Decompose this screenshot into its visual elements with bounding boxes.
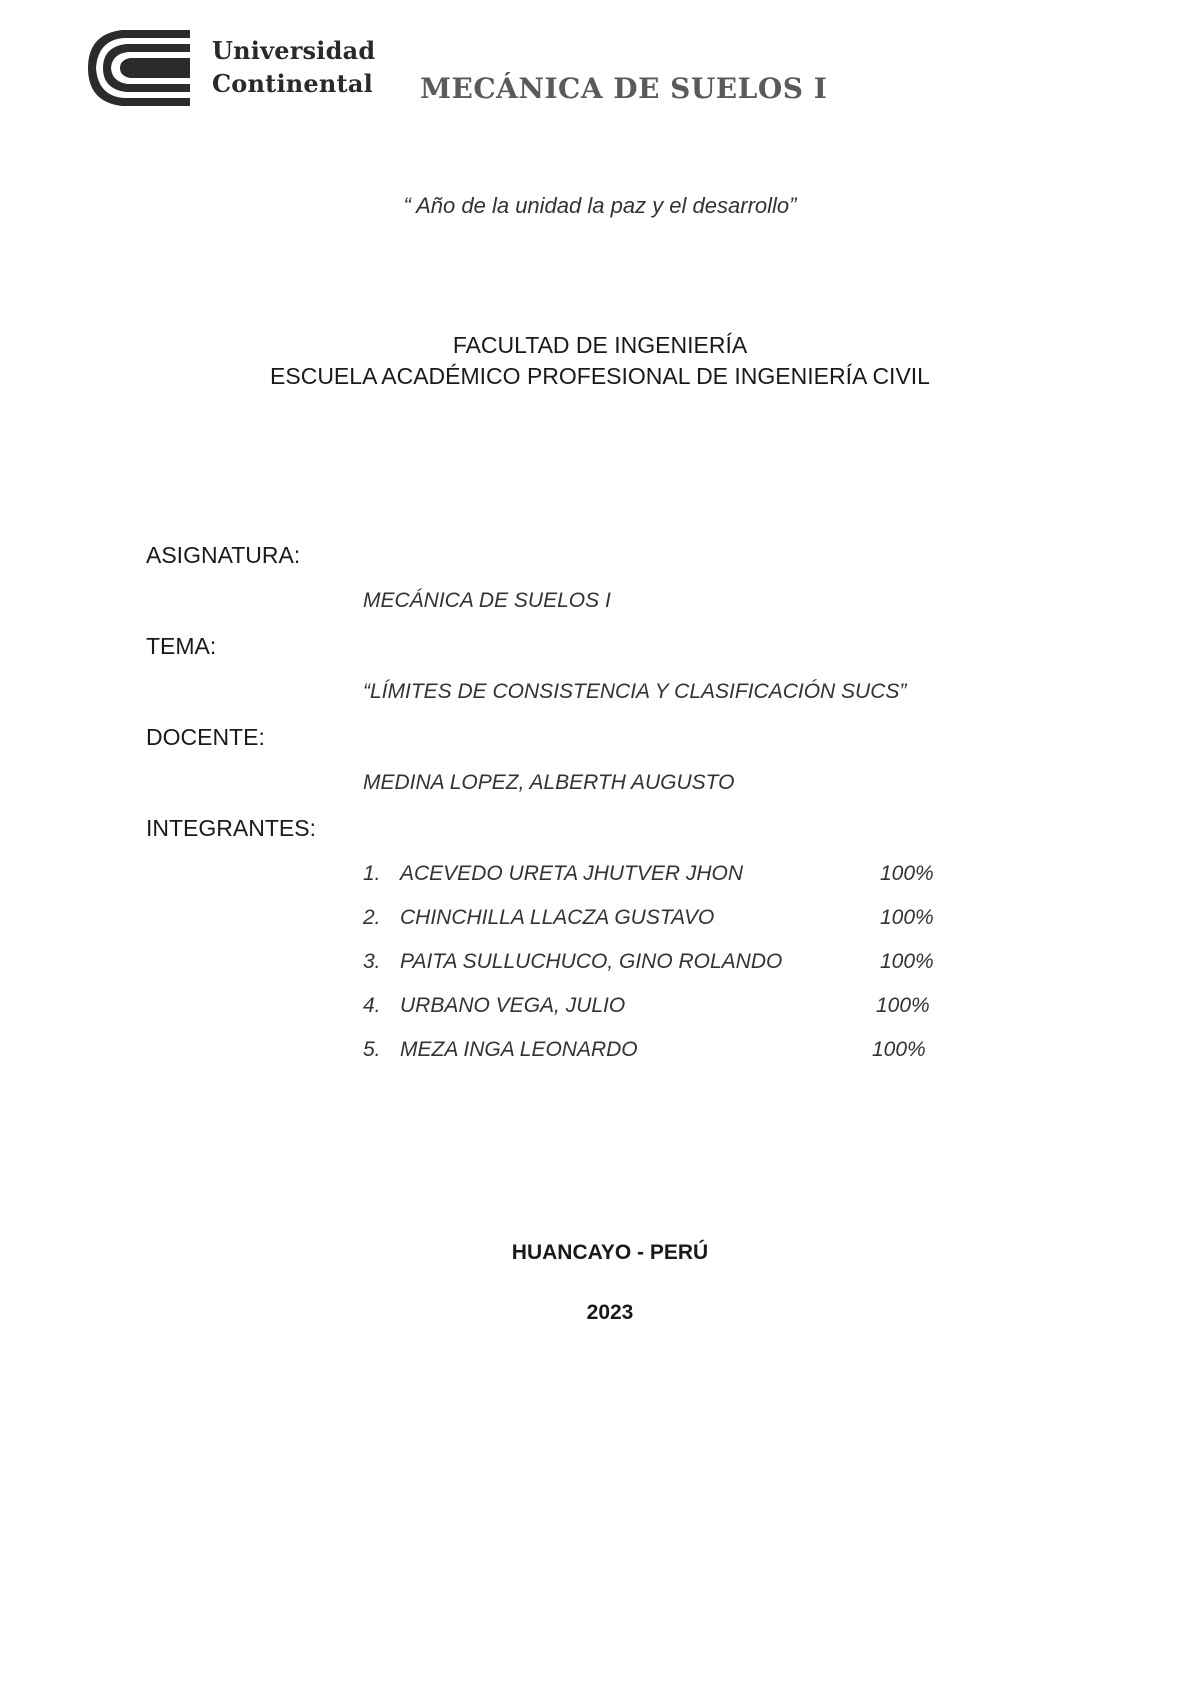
course-header-title: MECÁNICA DE SUELOS I (420, 72, 828, 105)
tema-label: TEMA: (146, 633, 217, 659)
logo-line-universidad: Universidad (212, 36, 376, 65)
university-logo (84, 26, 384, 110)
city-country: HUANCAYO - PERÚ (511, 1241, 709, 1264)
member-item (363, 906, 963, 936)
member-name: CHINCHILLA LLACZA GUSTAVO (400, 906, 715, 929)
faculty-block (0, 330, 1200, 392)
university-continental-logo-icon (84, 26, 194, 110)
integrantes-label: INTEGRANTES: (146, 815, 316, 841)
member-percentage: 100% (880, 862, 934, 885)
member-item (363, 862, 963, 892)
member-item (363, 950, 963, 980)
member-name: URBANO VEGA, JULIO (400, 994, 626, 1017)
member-name: ACEVEDO URETA JHUTVER JHON (400, 862, 744, 885)
member-number: 5. (363, 1038, 381, 1061)
member-item (363, 1038, 963, 1068)
docente-value: MEDINA LOPEZ, ALBERTH AUGUSTO (363, 771, 735, 794)
faculty-name: FACULTAD DE INGENIERÍA (452, 332, 748, 358)
school-name: ESCUELA ACADÉMICO PROFESIONAL DE INGENIERÍA CIVIL (270, 363, 930, 389)
logo-line-continental: Continental (212, 69, 373, 98)
member-percentage: 100% (876, 994, 930, 1017)
member-percentage: 100% (880, 906, 934, 929)
member-name: MEZA INGA LEONARDO (400, 1038, 638, 1061)
asignatura-value: MECÁNICA DE SUELOS I (363, 589, 611, 612)
member-percentage: 100% (880, 950, 934, 973)
year-motto: “ Año de la unidad la paz y el desarrollo” (403, 193, 797, 218)
member-item (363, 994, 963, 1024)
member-number: 4. (363, 994, 381, 1017)
member-number: 1. (363, 862, 381, 885)
member-number: 2. (363, 906, 381, 929)
member-number: 3. (363, 950, 381, 973)
docente-label: DOCENTE: (146, 724, 265, 750)
member-percentage: 100% (872, 1038, 926, 1061)
asignatura-label: ASIGNATURA: (146, 542, 301, 568)
member-name: PAITA SULLUCHUCO, GINO ROLANDO (400, 950, 783, 973)
document-year: 2023 (586, 1301, 634, 1324)
tema-value: “LÍMITES DE CONSISTENCIA Y CLASIFICACIÓN SUCS” (363, 680, 907, 703)
